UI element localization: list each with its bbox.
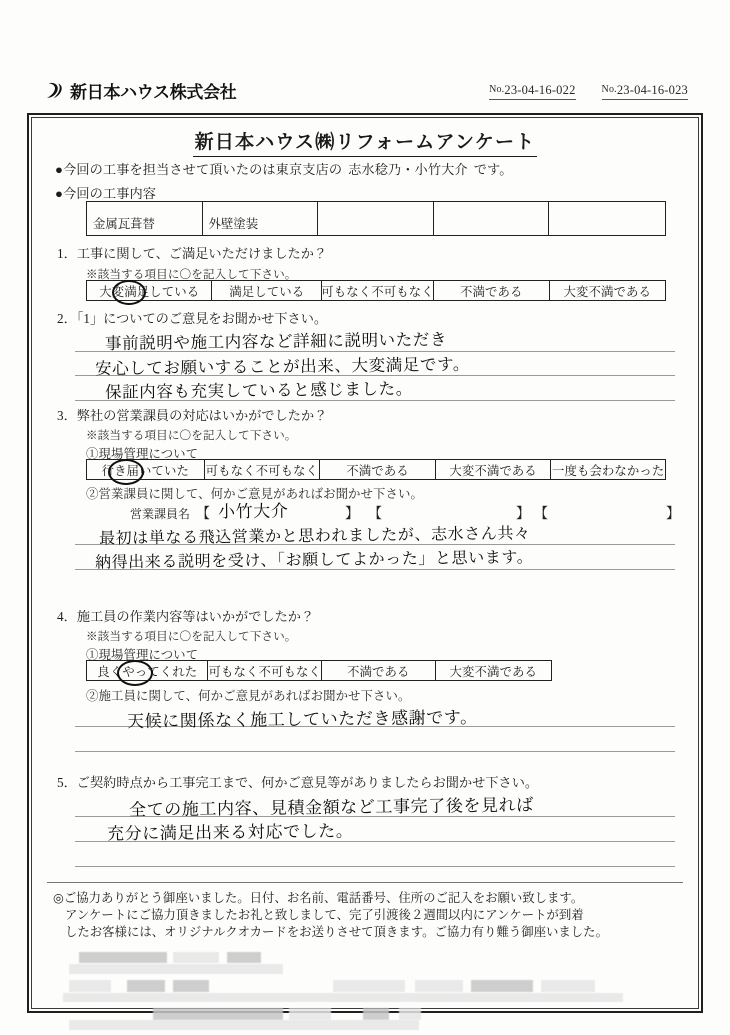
question-3-choices — [86, 459, 666, 480]
work-content-cell-4[interactable] — [434, 202, 550, 235]
question-4-option-0[interactable] — [87, 661, 208, 680]
question-3-option-1-label: 可もなく不可もなく — [205, 463, 319, 478]
work-content-cell-5[interactable] — [549, 202, 665, 235]
bracket-close-1: 】 — [345, 507, 359, 522]
document-number-2 — [602, 83, 688, 100]
intro-text-before: 今回の工事を担当させて頂いたのは東京支店の — [63, 162, 343, 177]
swoosh-logo-icon — [44, 80, 65, 101]
sales-staff-name-fields — [130, 503, 686, 523]
staff-names: 志水稔乃・小竹大介 — [348, 162, 468, 177]
question-4-sub-label: ①現場管理について — [86, 648, 199, 662]
document-number-1-value: 23-04-16-022 — [504, 83, 576, 97]
question-1-heading — [57, 243, 327, 262]
question-2-heading — [57, 308, 327, 327]
page-title — [33, 127, 697, 157]
question-3-text: 弊社の営業課員の対応はいかがでしたか？ — [76, 408, 328, 423]
company-name: 新日本ハウス株式会社 — [70, 83, 237, 103]
question-3-option-0[interactable] — [87, 460, 205, 479]
bracket-open-3: 【 — [534, 507, 548, 522]
question-4-heading — [57, 606, 314, 625]
question-5-answer-line-2[interactable]: 充分に満足出来る対応でした。 — [106, 821, 354, 845]
document-number-2-value: 23-04-16-023 — [616, 83, 688, 97]
closing-notice-line-1 — [53, 890, 683, 907]
question-1-option-3[interactable] — [434, 281, 550, 300]
question-4-option-0-label: 良くやってくれた — [97, 664, 198, 679]
question-3-option-4[interactable] — [551, 460, 665, 479]
question-5-number: 5． — [57, 775, 77, 790]
question-1-option-4[interactable] — [550, 281, 666, 300]
question-3-option-3-label: 大変不満である — [449, 463, 537, 478]
question-4-choices — [86, 660, 552, 681]
question-1-option-1[interactable] — [212, 281, 322, 300]
question-4-number: 4． — [57, 609, 77, 624]
question-1-choices — [86, 280, 666, 301]
question-1-text: 工事に関して、ご満足いただけましたか？ — [76, 246, 328, 261]
question-3-option-1[interactable] — [205, 460, 321, 479]
question-5-text: ご契約時点から工事完工まで、何かご意見等がありましたらお聞かせ下さい。 — [76, 775, 539, 790]
intro-line — [55, 159, 513, 178]
question-5-heading — [57, 772, 538, 791]
question-1-option-1-label: 満足している — [229, 284, 305, 299]
document-number-1 — [489, 83, 575, 100]
question-1-number: 1． — [57, 246, 77, 261]
question-3-sub2-label: ②営業課員に関して、何かご意見があればお聞かせ下さい。 — [86, 487, 423, 501]
intro-bullet: ● — [55, 162, 64, 177]
question-2-answer-line-2[interactable]: 安心してお願いすることが出来、大変満足です。 — [94, 354, 471, 379]
page-title-text: 新日本ハウス㈱リフォームアンケート — [193, 127, 538, 157]
survey-sheet — [33, 119, 697, 1007]
closing-notice — [53, 890, 683, 941]
question-2-text: 「1」についてのご意見をお聞かせ下さい。 — [76, 311, 328, 326]
question-3-option-3[interactable] — [436, 460, 552, 479]
question-5-answer-line-1[interactable]: 全ての施工内容、見積金額など工事完了後を見れば — [128, 795, 534, 821]
footer-separator — [47, 882, 683, 883]
work-content-cell-1[interactable] — [87, 202, 203, 235]
question-1-instruction: ※該当する項目に〇を記入して下さい。 — [86, 268, 297, 281]
q4-rule-2 — [75, 751, 675, 752]
document-numbers — [489, 83, 688, 100]
bracket-close-3: 】 — [666, 507, 680, 522]
q5-rule-3 — [75, 866, 675, 867]
question-4-option-1-label: 可もなく不可もなく — [208, 664, 321, 679]
sales-staff-name-1[interactable]: 小竹大介 — [217, 501, 289, 523]
question-4-option-3[interactable] — [436, 661, 552, 680]
no-prefix-1: No. — [489, 84, 505, 95]
question-3-option-4-label: 一度も会わなかった — [551, 463, 665, 478]
question-2-answer-line-1[interactable]: 事前説明や施工内容など詳細に説明いただき — [104, 329, 448, 354]
question-3-instruction: ※該当する項目に〇を記入して下さい。 — [86, 429, 297, 442]
question-1-option-2[interactable] — [322, 281, 434, 300]
question-4-text: 施工員の作業内容等はいかがでしたか？ — [76, 609, 315, 624]
question-1-option-0[interactable] — [87, 281, 212, 300]
closing-notice-bullet: ◎ — [53, 891, 64, 905]
question-4-sub2-label: ②施工員に関して、何かご意見があればお聞かせ下さい。 — [86, 689, 411, 703]
question-3-number: 3． — [57, 408, 77, 423]
closing-notice-line-2: アンケートにご協力頂きましたお礼と致しまして、完了引渡後２週間以内にアンケートが到着 — [65, 908, 584, 922]
work-content-bullet: ● — [55, 186, 64, 201]
work-content-table — [86, 201, 666, 236]
no-prefix-2: No. — [601, 84, 617, 95]
company-brand — [44, 78, 237, 103]
question-1-option-2-label: 可もなく不可もなく — [321, 284, 434, 299]
work-content-cell-3[interactable] — [318, 202, 434, 235]
question-3-answer-line-1[interactable]: 最初は単なる飛込営業かと思われましたが、志水さん共々 — [98, 523, 531, 548]
bracket-close-2: 】 — [516, 507, 530, 522]
closing-notice-line-1-text: ご協力ありがとう御座いました。日付、お名前、電話番号、住所のご記入をお願い致します。 — [63, 891, 584, 905]
question-4-option-3-label: 大変不満である — [449, 664, 537, 679]
question-1-option-4-label: 大変不満である — [563, 284, 651, 299]
closing-notice-line-3: したお客様には、オリジナルクオカードをお送りさせて頂きます。ご協力有り難う御座いました。 — [65, 925, 608, 939]
work-content-label-text: 今回の工事内容 — [63, 186, 157, 201]
question-3-option-2[interactable] — [320, 460, 436, 479]
question-4-option-2-label: 不満である — [347, 664, 410, 679]
question-3-heading — [57, 405, 327, 424]
question-2-answer-line-3[interactable]: 保証内容も充実していると感じました。 — [104, 379, 413, 402]
question-1-option-3-label: 不満である — [460, 284, 523, 299]
question-1-option-0-label: 大変満足している — [99, 284, 200, 299]
intro-text-after: です。 — [473, 162, 513, 177]
question-4-option-2[interactable] — [322, 661, 436, 680]
work-content-cell-2[interactable] — [203, 202, 319, 235]
question-3-option-0-label: 行き届いていた — [101, 463, 190, 478]
work-content-label — [55, 183, 156, 202]
question-3-option-2-label: 不満である — [346, 463, 409, 478]
bracket-open-1: 【 — [196, 507, 210, 522]
question-3-sub-label: ①現場管理について — [86, 447, 199, 461]
work-content-cell-1-text: 金属瓦葺替 — [93, 217, 155, 231]
work-content-cell-2-text: 外壁塗装 — [208, 217, 259, 231]
question-3-answer-line-2[interactable]: 納得出来る説明を受け、「お願してよかった」と思います。 — [94, 547, 534, 572]
sales-staff-name-label: 営業課員名 — [130, 507, 191, 521]
question-2-number: 2． — [57, 311, 77, 326]
question-4-option-1[interactable] — [208, 661, 322, 680]
bracket-open-2: 【 — [368, 507, 382, 522]
question-4-instruction: ※該当する項目に〇を記入して下さい。 — [86, 630, 297, 643]
letterhead — [44, 78, 690, 108]
question-4-answer-line-1[interactable]: 天候に関係なく施工していただき感謝です。 — [126, 707, 478, 733]
